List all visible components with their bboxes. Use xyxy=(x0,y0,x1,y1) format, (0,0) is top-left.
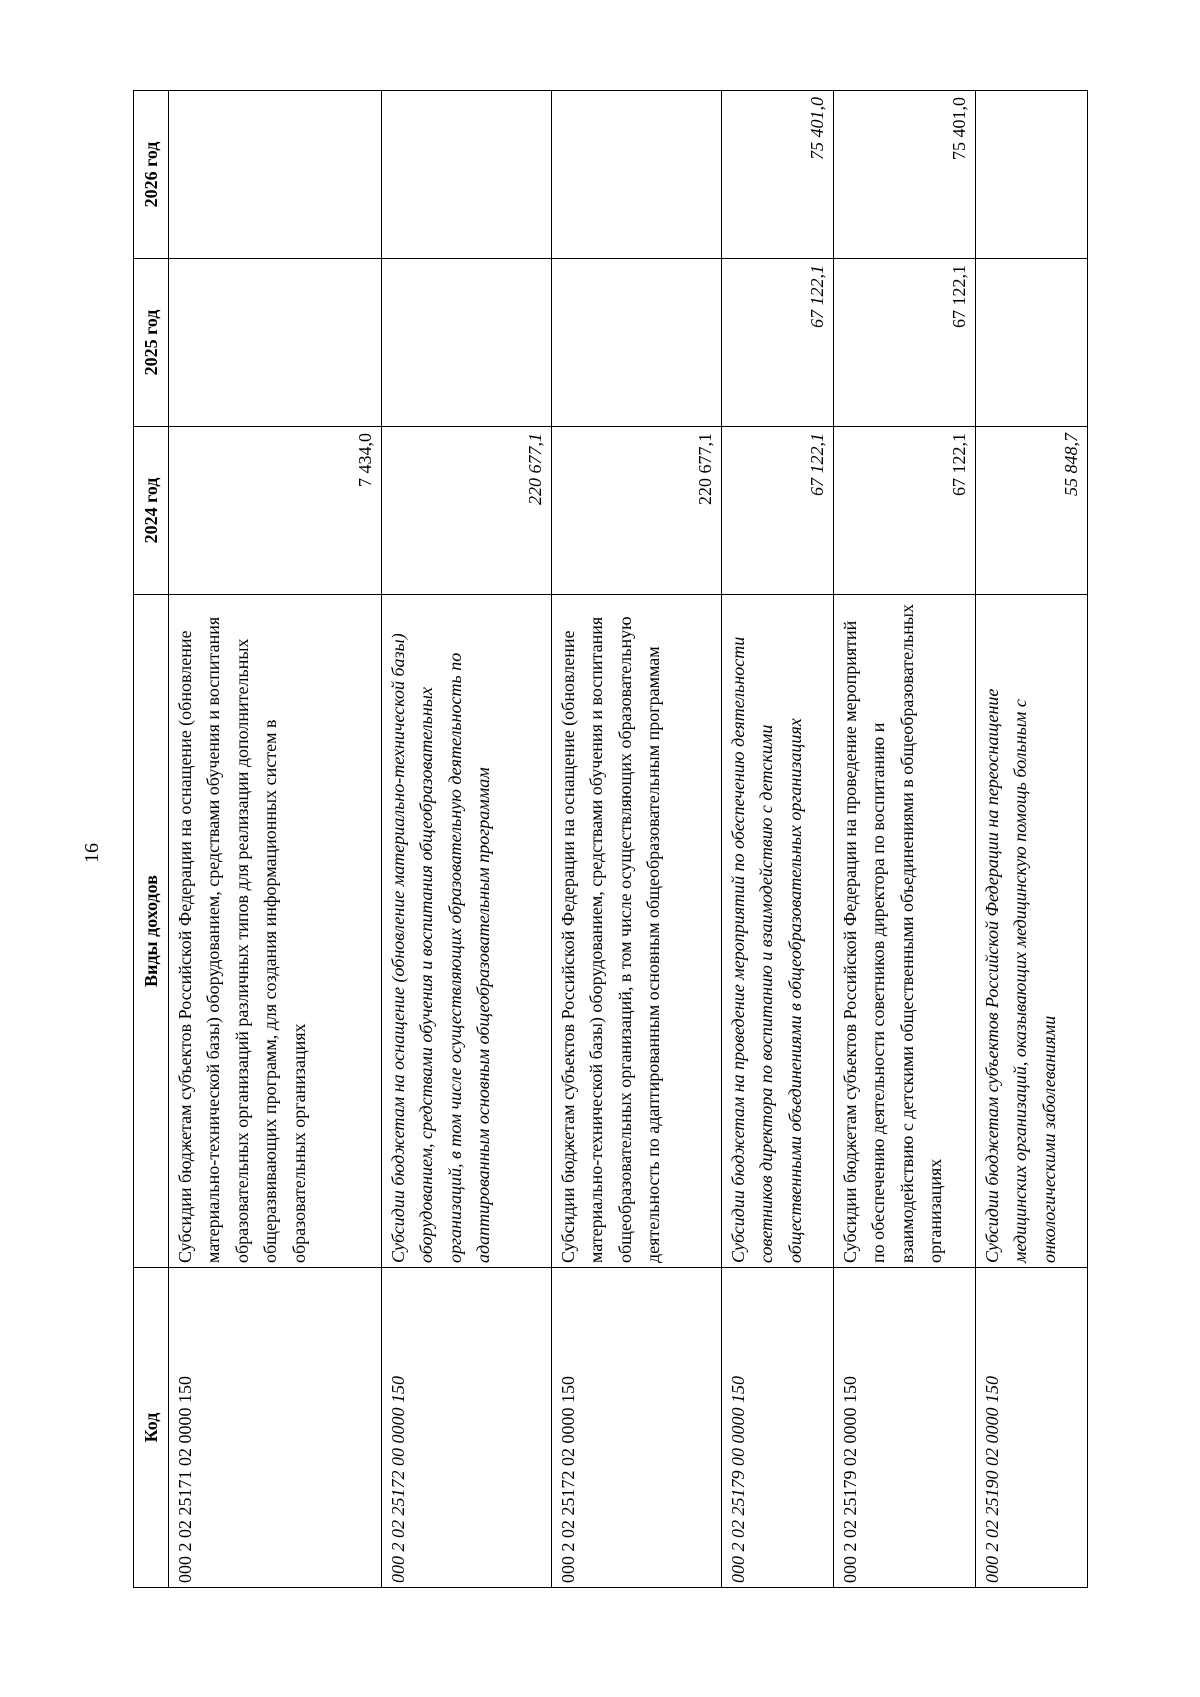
row-description: Субсидии бюджетам субъектов Российской Федерации на переоснащение медицинских организаций, оказывающих медицинскую помощь больным с онкологическими заболеваниями xyxy=(976,595,1088,1268)
revenue-table-container xyxy=(133,91,1081,1588)
table-row xyxy=(382,91,552,1588)
row-value-2025 xyxy=(552,259,722,427)
page-number: 16 xyxy=(81,843,103,863)
row-description: Субсидии бюджетам субъектов Российской Федерации на оснащение (обновление материально-технической базы) оборудованием, средствами обучения и воспитания общеобразовательных организаций, в том числе осуществляющих образовательную деятельность по адаптированным основным общеобразовательным программам xyxy=(552,595,722,1268)
row-value-2024: 67 122,1 xyxy=(722,427,834,595)
row-value-2025 xyxy=(976,259,1088,427)
table-row xyxy=(976,91,1088,1588)
row-value-2026: 75 401,0 xyxy=(834,91,976,259)
row-value-2026 xyxy=(169,91,382,259)
header-revenue-type: Виды доходов xyxy=(134,595,169,1268)
row-value-2025: 67 122,1 xyxy=(834,259,976,427)
row-value-2026 xyxy=(382,91,552,259)
row-value-2025 xyxy=(382,259,552,427)
header-2026: 2026 год xyxy=(134,91,169,259)
header-2024: 2024 год xyxy=(134,427,169,595)
header-2025: 2025 год xyxy=(134,259,169,427)
table-row xyxy=(169,91,382,1588)
row-value-2026 xyxy=(976,91,1088,259)
table-row xyxy=(722,91,834,1588)
row-code: 000 2 02 25172 00 0000 150 xyxy=(382,1268,552,1588)
row-value-2024: 7 434,0 xyxy=(169,427,382,595)
row-code: 000 2 02 25179 00 0000 150 xyxy=(722,1268,834,1588)
row-code: 000 2 02 25179 02 0000 150 xyxy=(834,1268,976,1588)
row-value-2026 xyxy=(552,91,722,259)
row-value-2024: 67 122,1 xyxy=(834,427,976,595)
row-value-2025: 67 122,1 xyxy=(722,259,834,427)
row-description: Субсидии бюджетам на проведение мероприятий по обеспечению деятельности советников директора по воспитанию и взаимодействию с детскими общественными объединениями в общеобразовательных организациях xyxy=(722,595,834,1268)
table-header-row xyxy=(134,91,169,1588)
row-value-2026: 75 401,0 xyxy=(722,91,834,259)
table-row xyxy=(552,91,722,1588)
row-description: Субсидии бюджетам субъектов Российской Федерации на оснащение (обновление материально-технической базы) оборудованием, средствами обучения и воспитания образовательных организаций различных типов для реализации дополнительных общеразвивающих программ, для создания информационных систем в образовательных организациях xyxy=(169,595,382,1268)
row-value-2025 xyxy=(169,259,382,427)
row-description: Субсидии бюджетам на оснащение (обновление материально-технической базы) оборудованием, средствами обучения и воспитания общеобразовательных организаций, в том числе осуществляющих образовательную деятельность по адаптированным основным общеобразовательным программам xyxy=(382,595,552,1268)
header-code: Код xyxy=(134,1268,169,1588)
row-value-2024: 220 677,1 xyxy=(382,427,552,595)
row-description: Субсидии бюджетам субъектов Российской Федерации на проведение мероприятий по обеспечению деятельности советников директора по воспитанию и взаимодействию с детскими общественными объединениями в общеобразовательных организациях xyxy=(834,595,976,1268)
row-value-2024: 220 677,1 xyxy=(552,427,722,595)
row-code: 000 2 02 25171 02 0000 150 xyxy=(169,1268,382,1588)
table-row xyxy=(834,91,976,1588)
row-code: 000 2 02 25172 02 0000 150 xyxy=(552,1268,722,1588)
revenue-table xyxy=(133,90,1088,1588)
row-code: 000 2 02 25190 02 0000 150 xyxy=(976,1268,1088,1588)
row-value-2024: 55 848,7 xyxy=(976,427,1088,595)
